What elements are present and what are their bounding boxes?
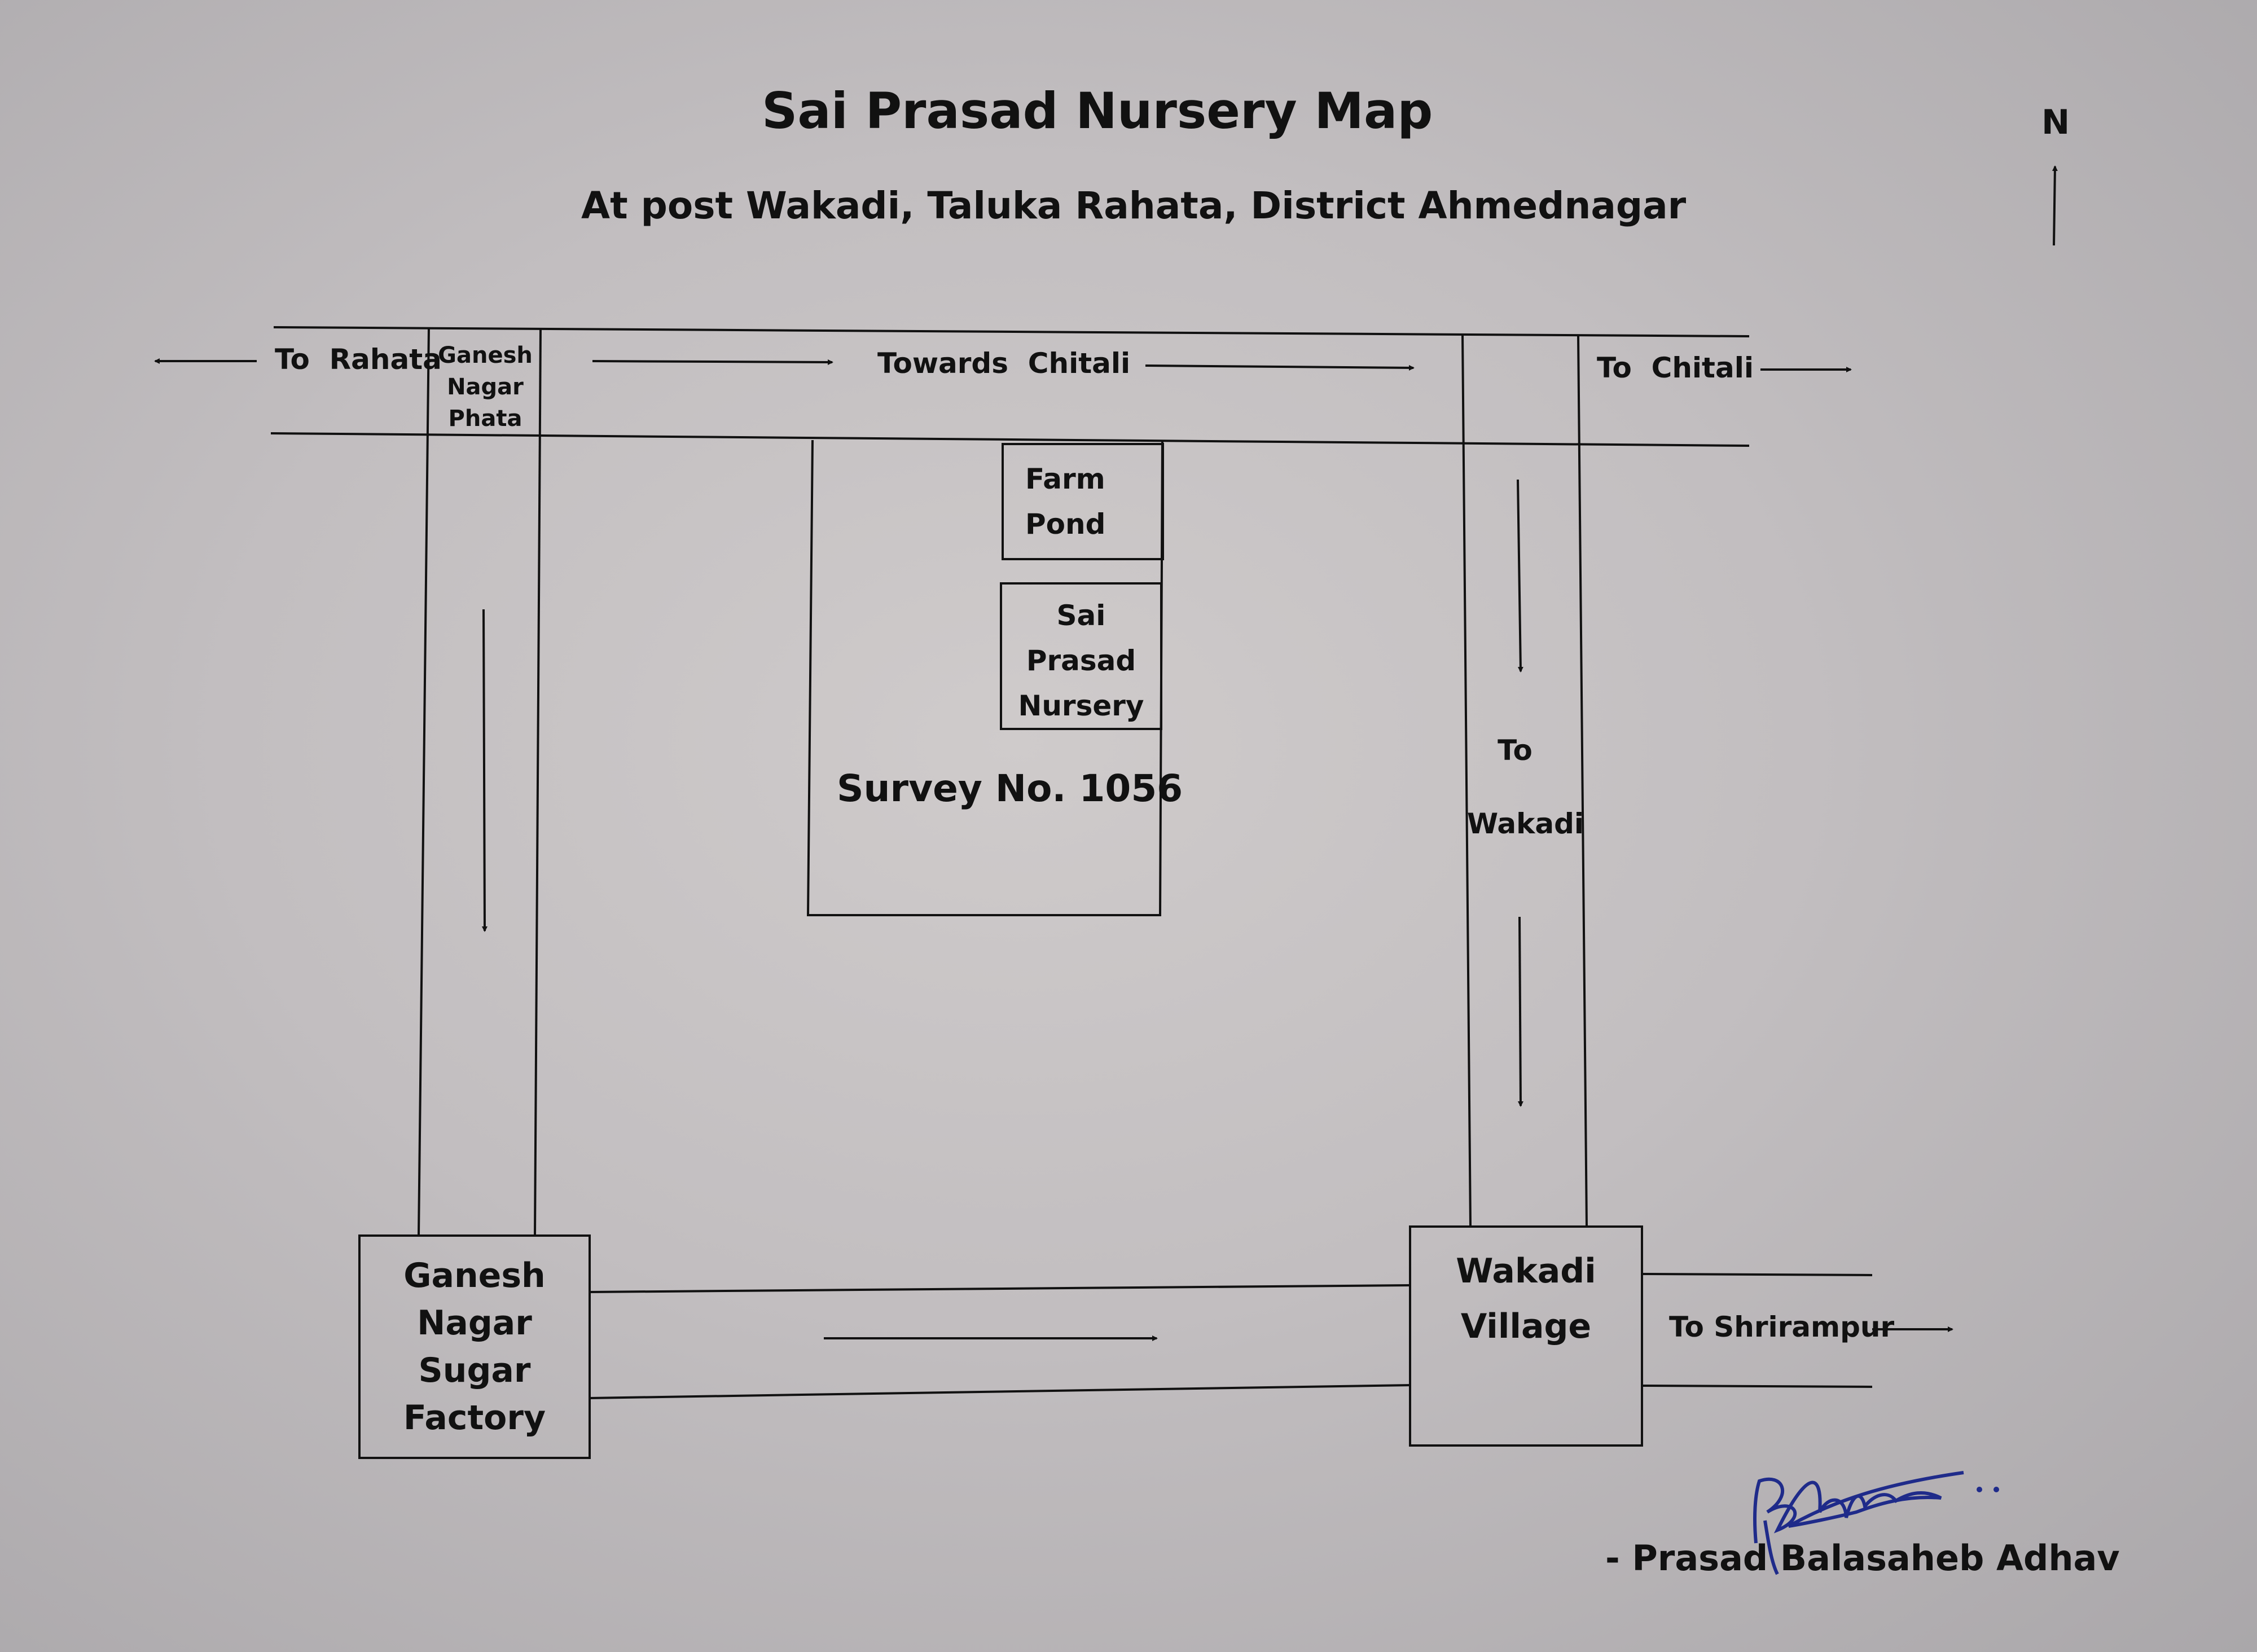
to-wakadi-line-2: Wakadi: [1467, 807, 1584, 840]
label-towards-chitali: Towards Chitali: [877, 347, 1131, 380]
arrow-towards-chitali-2: [1145, 366, 1413, 368]
survey-number-label: Survey No. 1056: [837, 767, 1183, 810]
north-label: N: [2041, 103, 2070, 142]
left-road-east-edge: [535, 328, 541, 1236]
bottom-road-south-edge: [590, 1385, 1411, 1398]
bottom-road-north-edge: [590, 1285, 1411, 1292]
factory-line-2: Nagar: [417, 1303, 532, 1343]
farm-pond-line-1: Farm: [1025, 463, 1105, 495]
label-to-wakadi: [1467, 714, 1584, 860]
farm-pond-box: [1002, 443, 1164, 560]
village-line-1: Wakadi: [1456, 1251, 1596, 1291]
label-to-shrirampur: To Shrirampur: [1669, 1311, 1895, 1343]
factory-line-4: Factory: [403, 1398, 546, 1438]
sugar-factory-box: [358, 1234, 591, 1459]
phata-line-3: Phata: [448, 406, 522, 432]
arrow-south-right-road-1: [1518, 480, 1521, 671]
arrow-south-right-road-2: [1520, 917, 1521, 1106]
factory-line-1: Ganesh: [403, 1256, 546, 1295]
to-wakadi-line-1: To: [1498, 734, 1533, 767]
arrow-south-left-road: [484, 609, 485, 931]
arrow-towards-chitali-1: [592, 361, 832, 362]
nursery-line-1: Sai: [1056, 599, 1106, 632]
label-to-chitali: To Chitali: [1597, 352, 1754, 384]
phata-line-2: Nagar: [447, 374, 524, 400]
nursery-line-2: Prasad: [1026, 644, 1136, 677]
signature-name: - Prasad Balasaheb Adhav: [1605, 1537, 2120, 1579]
label-ganesh-nagar-phata: [434, 340, 536, 434]
factory-line-3: Sugar: [418, 1351, 531, 1390]
east-road-south-edge: [1643, 1386, 1872, 1387]
wakadi-village-box: [1409, 1225, 1643, 1447]
north-arrow-icon: [2054, 166, 2055, 245]
label-to-rahata: To Rahata: [275, 343, 442, 376]
map-title: Sai Prasad Nursery Map: [762, 82, 1433, 140]
farm-pond-line-2: Pond: [1025, 508, 1106, 541]
sai-prasad-nursery-box: [1000, 582, 1162, 730]
east-road-north-edge: [1643, 1274, 1872, 1275]
top-road-north-edge: [274, 327, 1749, 336]
nursery-line-3: Nursery: [1018, 689, 1144, 722]
left-road-west-edge: [419, 327, 429, 1236]
village-line-2: Village: [1460, 1307, 1592, 1346]
map-subtitle: At post Wakadi, Taluka Rahata, District Ahmednagar: [581, 184, 1687, 227]
phata-line-1: Ganesh: [438, 342, 533, 368]
